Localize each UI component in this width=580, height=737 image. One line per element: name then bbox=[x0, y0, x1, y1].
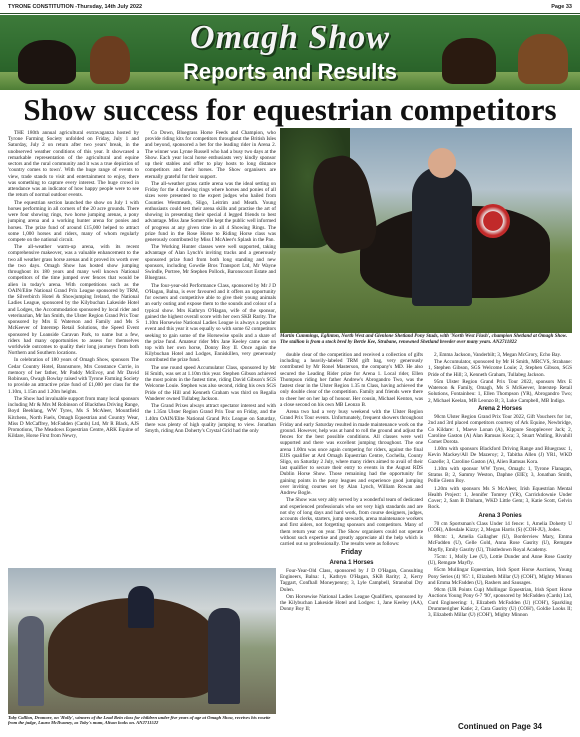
paragraph: THE 180th annual agricultural extravaganza hosted by Tyrone Farming Society unfolded on Friday, July 1 and Saturday, July 2 on return after two years' break, in the unobserved weather conditions of this year. It showcased a remarkable representation of the agricultural and equine sectors and the rural community and it was a true depiction of 'country comes to town'. With the huge range of events to view, trade stands to visit and entertainment to enjoy, there was something to capture every interest. The huge crowd in attendance was an indicator of how happy people were to see the return of normal outdoor events. bbox=[8, 130, 139, 199]
paragraph: 2, Emma Jackson, Vanderbilt; 3, Megan McGrory, Echo Bay. bbox=[434, 352, 562, 358]
paragraph: 95m Ulster Region Grand Prix Tour 2022, sponsors Mrs E Waterson & Family, Omagh, Ms S McKeever, Interstep Retail Solutions, Fontainbeu: 1, Ellen Thompson (YR), Abrogandro Two; 2, Michael Keelan, MB Leonzo B; 3, Luke Campbell, MB Indigo. bbox=[428, 378, 572, 404]
rosette-icon bbox=[476, 204, 510, 238]
photo-lead-rein-winner bbox=[8, 568, 276, 714]
paragraph: The all-weather warm-up arena, with its recent comprehensive makeover, was a valuable enhancement to the two all weather grass horse arenas and it proved its worth over the two days. Omagh Show has hosted show jumping throughout its 180 years and many well known National competitors of the time jumped over fences that would be alien in today's arena. With competitions such as the OAIN/Elite National Grand Prix League sponsored by TRM, the Silverbirch Hotel & Showjumping Ireland, the National Ladies League, sponsored by the Kilybuchan Lakeside Hotel and Lodges, the Accommodation sponsored by local rider and veterinarian, Mr Ian Smith, the Ulster Region Grand Prix Tour sponsored by Mrs E Waterson and Family and Ms S McKeever of Interstep Retail Solutions, the Speed Event sponsored by Loanside Caravan Park, to name but a few, riders had many opportunities to assess for themselves worldwide outcomes to quality their long journeys from both Northern and Southern locations. bbox=[8, 244, 139, 357]
paragraph: 1.20m with sponsors Ms S McAleer, Irish Equestrian Mental Health Project: 1, Jennifer Tomrey (YR), Carrickdownie Under Cover; 2, Sam B Dinham, WKD Little Gem; 3, Katie Scott, Gelvin Rock. bbox=[428, 485, 572, 511]
paragraph: 90cm Ulster Region Grand Prix Tour 2022, Gift Vouchers for 1st, 2nd and 3rd placed competitors courtesy of Ark Equine, Newbridge, Co Kildare: 1, Maeve Lonan (A), Kippure Snoppleover Jack; 2, Caroline Gaston (A) Alan Ramsas Koca; 3, Stuart Watling, Rivahill Comet Dorota. bbox=[428, 414, 572, 445]
paragraph: 70 cm Sportsman's Class Under 14 fence: 1, Amelia Doherty U (COH), Allesdale Kizzy; 2, Megan Harris (S) (COH-JU), Jodes. bbox=[428, 520, 572, 533]
paragraph: The four-year-old Performance Class, sponsored by Mr J D O'Hagan, Balna, is ever favoured and it offers an opportunity for owners and competitive able to give their young animals an early outing and expose them to the sounds and colour of a typical show. Mrs Kathryn O'Hagan, wife of the sponsor, gained the highest overall score with her own SKB Rarity. The 1.10m Horsewise National Ladies League is always a popular event and this year it was equally so with some 62 competitors seeking to gain some of the Horsewise spoils and a share of the prize fund. Amateur rider Mrs Jane Keeley came out on top with her own horse, Donny Boy II. Once again the Kilybuchan Hotel and Lodges, Enniskillen, very generously contributed the prize fund. bbox=[145, 282, 276, 364]
paragraph: 85cm Mullingar Equestrian, Irish Sport Horse Auctions, Young Pony Series (4) '85': 1, Elizabeth Millar (U) (COH'), Mighty Minnon and Emma McFadden (U), Rashers and Sausages. bbox=[428, 567, 572, 586]
banner-subtitle: Reports and Results bbox=[183, 59, 397, 84]
paragraph: 1.00m with sponsors Blackford Driving Range and Bluegrass: 1, Kevin Mackey/All De Mazeroy; 2, Tabitha Allen (J) YR1, WKD Gazelle; 3, Caroline Gaston (A), Alien Ramsas Kora. bbox=[428, 446, 572, 465]
paragraph: In celebration of 180 years of Omagh Show, sponsors The Cedar Country Hotel, Bannsmore, Mrs Constance Currie, in memory of her father, Mr Paddy McEvoy, and Mr David Robinson, Owagh Bowlay raised with Tyrone Farming Society to provide an attractive prize fund of £1,000 per class for the 1.10m, 1.15m and 1.20m heights. bbox=[8, 357, 139, 395]
subheading-arena-1: Arena 1 Horses bbox=[329, 559, 374, 566]
paragraph: The all-weather grass cattle arena was the ideal setting on Friday for the 4 showing rings where horses and ponies of all sizes were presented to the expert judges who hailed from Counties Westmeath, Sligo, Leitrim and Meath. Young enthusiasts could test their arena skills and practise the art of showing in presenting their special 4 legged friends to best advantage. Miss Jane Somerville kept the public well informed of progress at any given time in all 4 Showing Rings. The prize fund in the Rose Horse to Riding Horse class was generously contributed by Miss I McAleer's Splash in the Pan. bbox=[145, 180, 276, 243]
photo-shetland-champion bbox=[280, 128, 572, 333]
paragraph: The Show had invaluable support from many local sponsors including Mr & Mrs M Robinson of Blackthea Driving Range, Boyd Beehlang, WW Tyres, Ms S McAleer, Mountfield Kitchens, North Fuels, Omagh Equestrian and Country Wear, Miss D McCaffrey, McFadden (Cards) Ltd, Mr R Black, AJS Promotions, The Meadows Equestrian Centre, ARK Equine of Kildare, Horse First from Newry, bbox=[8, 395, 139, 440]
paragraph: The Show was very ably served by a wonderful team of dedicated and experienced professionals who set very high standards and are not shy of long days and hard work, from course designers, judges, accounts clerks, starters, jump stewards, arena maintenance workers and first aiders, not forgetting sponsors and competitors. Many of them return year on year. The Show organisers could not operate without such expertise and greatly appreciate all the help which is carried out so professionally. The results were as follows: bbox=[280, 497, 423, 548]
paragraph: The one round speed Accumulator Class, sponsored by Mr H Smith, was set at 1.10m this year. Stephen Gibson achieved the most points in the fastest time, riding David Gibson's SGS Welcome Louie. Stephen was also second, riding his own SGS Pride of the Hill and Kenneth Graham was third on Regalia Wanderer owned Tullabeg Jackson. bbox=[145, 364, 276, 402]
page-header bbox=[0, 0, 580, 14]
paragraph: 90cm (UR Points Cup) Mullingar Equestrian, Irish Sport Horse Auctions Young Pony 6-7 '90', sponsored by McFadden (Cards) Ltd, Curd Engineering: 1, Elizabeth McFadden (U) (COH'), Sparkling Drummerigher Katie; 2, Cara Gasrity (U) (COH'), Goldie Looks II; 3, Elizabeth Millar (U) (COH'), Mighty Minnon bbox=[428, 587, 572, 619]
subheading-arena-3: Arena 3 Ponies bbox=[478, 512, 522, 519]
paragraph: The equestrian section launched the show on July 1 with horses performing in all corners of the 20 acre grounds. There were four showing rings, two horse jumping arenas, a pony jumping arena and a working hunter arena for ponies and horses. The prize fund of around £15,000 helped to attract some 1,000 horses and riders, many of whom regularly compete on the national circuit. bbox=[8, 199, 139, 243]
paragraph: Om Horsewise National Ladies League Qualifiers, sponsored by the Kilybuchan Lakeside Hotel and Lodges: 1, Jane Keeley (AA), Donny Boy II; bbox=[280, 593, 423, 613]
paragraph: 80cm: 1, Amelia Gallagher (U), Borderview Mary, Emma McFadden (U), Gelle Gold, Anna Rose Gasrity (U), Remgate Mayfly, Emily Gasrity (U), Thistledown Royal Academy. bbox=[428, 534, 572, 553]
photo-caption: Toby Calllon, Dromore, on 'Holly', winners of the Lead Rein class for children under five years of age at Omagh Show, receives his rosette from the judge, Laura McIlwaney, as Toby's mum, Alison looks on. AN2711522 bbox=[8, 715, 271, 726]
article-column-4 bbox=[428, 352, 572, 722]
photo-handler bbox=[412, 166, 472, 306]
paragraph: The Accumulator, sponsored by Mr H Smith, MRCVS, Strabane: 1, Stephen Gibson, SGS Welcome Louie; 2, Stephen Gibson, SGS Pride of the Hill; 3, Kenneth Graham, Tullabeg Jackson. bbox=[428, 359, 572, 378]
page-number: Page 33 bbox=[551, 3, 572, 10]
headline: Show success for equestrian competitors bbox=[23, 92, 557, 127]
subheading-friday: Friday bbox=[340, 549, 362, 557]
article-column-1 bbox=[8, 130, 139, 568]
photo-child-rider bbox=[128, 586, 154, 628]
photo-person bbox=[18, 616, 44, 706]
continued-link[interactable]: Continued on Page 34 bbox=[457, 722, 542, 731]
paragraph: Four-Year-Old Class, sponsored by J D O'Hagan, Consulting Engineers, Balna: 1, Kathryn O'Hagan, SKB Rarity; 2, Kerry Taggart, Confhall Moneypenny; 3, Lyle Campbell, Stranobal Dry Dolen. bbox=[280, 567, 423, 593]
section-banner bbox=[0, 15, 580, 90]
article-column-2 bbox=[145, 130, 276, 568]
publication-date: TYRONE CONSTITUTION -Thursday, 14th July 2022 bbox=[8, 3, 143, 10]
paragraph: Co Down, Bluegrass Horse Feeds and Champion, who provide riding kits for competitors throughout the British Isles and beyond, sponsored a bet for the leading rider in Arena 2. The winner was Lynne Russell who had a busy two days at the Show. Each year local horse enthusiasts very kindly sponsor up their stables and offer to play hosts to long distance competitors and their horses. The Show organisers are eternally grateful for their support. bbox=[145, 130, 276, 180]
paragraph: Arena two had a very busy weekend with the Ulster Region Grand Prix Tour events. Unfortunately, frequent showers throughout Friday and early Saturday resulted in made maintenance work on the ground. However, help was at hand to roll the ground and adjust the fences for the best possible conditions. All classes were well supported and there was excellent jumping throughout. The one arena 1.00m was once again competing for riders, against the final EJJS qualifier at Ard Omagh Equestrian Centre, Cochella, County Sligo, on Saturday 2 July, where many riders aimed to avail of their last qualifier to secure their entry to events in the August RDS Dublin Horse Show. Those remaining had the opportunity for gaining points in the pony leagues and experience good jumping over inviting courses set by Alan Lynch, William Rowan and Andrew Bogle. bbox=[280, 409, 423, 497]
paragraph: 75cm: 1, Molly Lee (U), Lottie Dunder and Anne Rose Gasrity (U), Remgate Mayfly. bbox=[428, 553, 572, 567]
paragraph: double clear of the competition and received a collection of gifts including a heavily-labeled TRM gift bag, very generously contributed by Mr Ronel Masterson, the company's MD. He also secured the Leading Rider prize for Arena 1. Local rider, Ellen Thompson riding her father Andrew's Abrogandro Two, was the fastest clear in the Ulster Region 1.35 m Class, having achieved the only double clear of the competition. Family and friends were there to cheer her on her lap of honour. Her cousin, Michael Kenton, was a close second on his own MB Leonzo B. bbox=[280, 352, 423, 408]
photo-judge bbox=[208, 608, 240, 704]
article-column-3 bbox=[280, 352, 423, 648]
paragraph: 1.10m with sponsor WW Tyres, Omagh: 1, Tyrone Flanagan, Stratus B; 2, Sammy Weston, Daphne (EIE); 3, Jonathan Smith, Pollie Glenn Boy. bbox=[428, 465, 572, 485]
photo-caption: Martin Cummings, Eglinton, North West and Glenlone Shetland Pony Studs, with 'North West Flash', champion Shetland at Omagh Show. The stallion is from a stock bred by Bertie Kee, Strabane, renowned Shetland breeder over many years. AN2711822 bbox=[280, 334, 568, 345]
banner-title: Omagh Show bbox=[190, 19, 390, 56]
paragraph: The Working Hunter classes were well supported, taking advantage of Alan Lynch's inviting tracks and a generously sponsored prize fund from both long standing and new sponsors, including Gowdie Bros Transport Ltd, Mr Wayne Swindle, Portree, Mr Stephen Pollock, Baronscourt Estate and Bluegrass. bbox=[145, 244, 276, 282]
paragraph: The Grand Prixes always attract spectator interest and with the 1.35m Ulster Region Grand Prix Tour on Friday, and the 1.40m OAIN/Elite National Grand Prix League on Saturday, there was plenty of high quality jumping to view. Jonathan Smyth, riding Ann Doherty's Crystal Grid had the only bbox=[145, 403, 276, 435]
subheading-arena-2: Arena 2 Horses bbox=[477, 405, 523, 412]
